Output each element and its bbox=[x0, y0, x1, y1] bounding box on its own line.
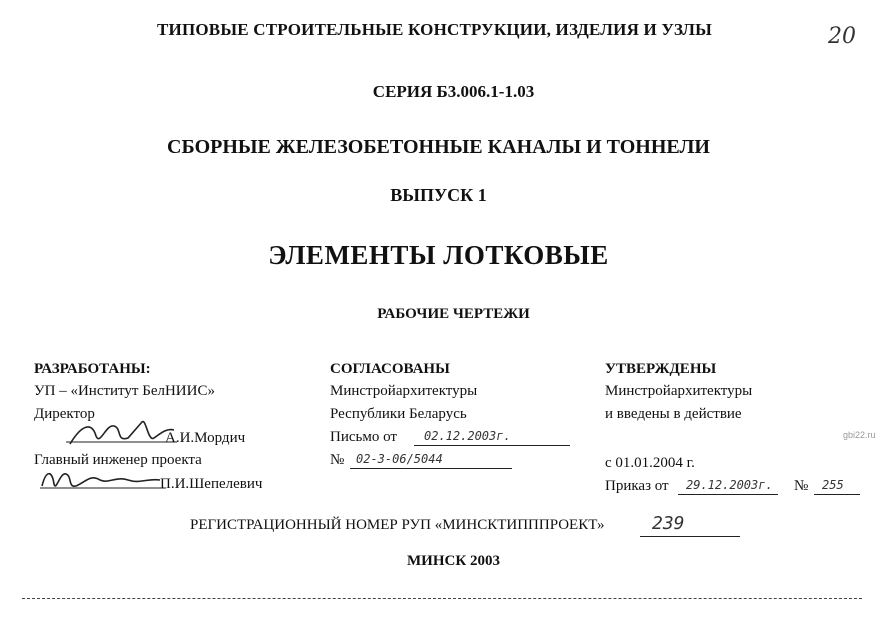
agreed-line2: Республики Беларусь bbox=[330, 406, 467, 422]
director-label: Директор bbox=[34, 406, 95, 422]
developed-heading: РАЗРАБОТАНЫ: bbox=[34, 361, 151, 377]
subject-title: ЭЛЕМЕНТЫ ЛОТКОВЫЕ bbox=[268, 240, 609, 270]
registration-number: 239 bbox=[652, 513, 685, 534]
developed-org: УП – «Институт БелНИИС» bbox=[34, 383, 215, 399]
watermark: gbi22.ru bbox=[843, 430, 876, 440]
approved-heading: УТВЕРЖДЕНЫ bbox=[605, 361, 717, 377]
top-title: ТИПОВЫЕ СТРОИТЕЛЬНЫЕ КОНСТРУКЦИИ, ИЗДЕЛИЯ И УЗЛЫ bbox=[157, 20, 713, 39]
order-label: Приказ от bbox=[605, 478, 669, 494]
approved-line1: Минстройархитектуры bbox=[605, 383, 753, 399]
agreed-line1: Минстройархитектуры bbox=[330, 383, 478, 399]
series-title: СЕРИЯ Б3.006.1-1.03 bbox=[372, 82, 535, 101]
bottom-rule bbox=[22, 598, 862, 599]
chief-name: П.И.Шепелевич bbox=[160, 476, 263, 492]
director-signature bbox=[62, 414, 182, 454]
approved-from: с 01.01.2004 г. bbox=[605, 455, 695, 471]
order-no-label: № bbox=[794, 478, 809, 494]
number-value: 02-3-06/5044 bbox=[356, 452, 443, 466]
page-mark: 20 bbox=[828, 24, 856, 49]
approved-line2: и введены в действие bbox=[605, 406, 742, 422]
footer-city-year: МИНСК 2003 bbox=[407, 553, 500, 569]
agreed-heading: СОГЛАСОВАНЫ bbox=[330, 361, 450, 377]
order-no: 255 bbox=[822, 478, 844, 492]
drawings-title: РАБОЧИЕ ЧЕРТЕЖИ bbox=[377, 306, 530, 322]
number-label: № bbox=[330, 452, 345, 468]
director-name: А.И.Мордич bbox=[165, 430, 246, 446]
order-date: 29.12.2003г. bbox=[686, 478, 773, 492]
chief-signature bbox=[36, 466, 176, 496]
main-title: СБОРНЫЕ ЖЕЛЕЗОБЕТОННЫЕ КАНАЛЫ И ТОННЕЛИ bbox=[167, 136, 710, 158]
chief-label: Главный инженер проекта bbox=[34, 452, 202, 468]
letter-label: Письмо от bbox=[330, 429, 397, 445]
issue-title: ВЫПУСК 1 bbox=[390, 185, 487, 205]
letter-date: 02.12.2003г. bbox=[424, 429, 511, 443]
registration-label: РЕГИСТРАЦИОННЫЙ НОМЕР РУП «МИНСКТИПППРОЕКТ» bbox=[190, 517, 605, 533]
